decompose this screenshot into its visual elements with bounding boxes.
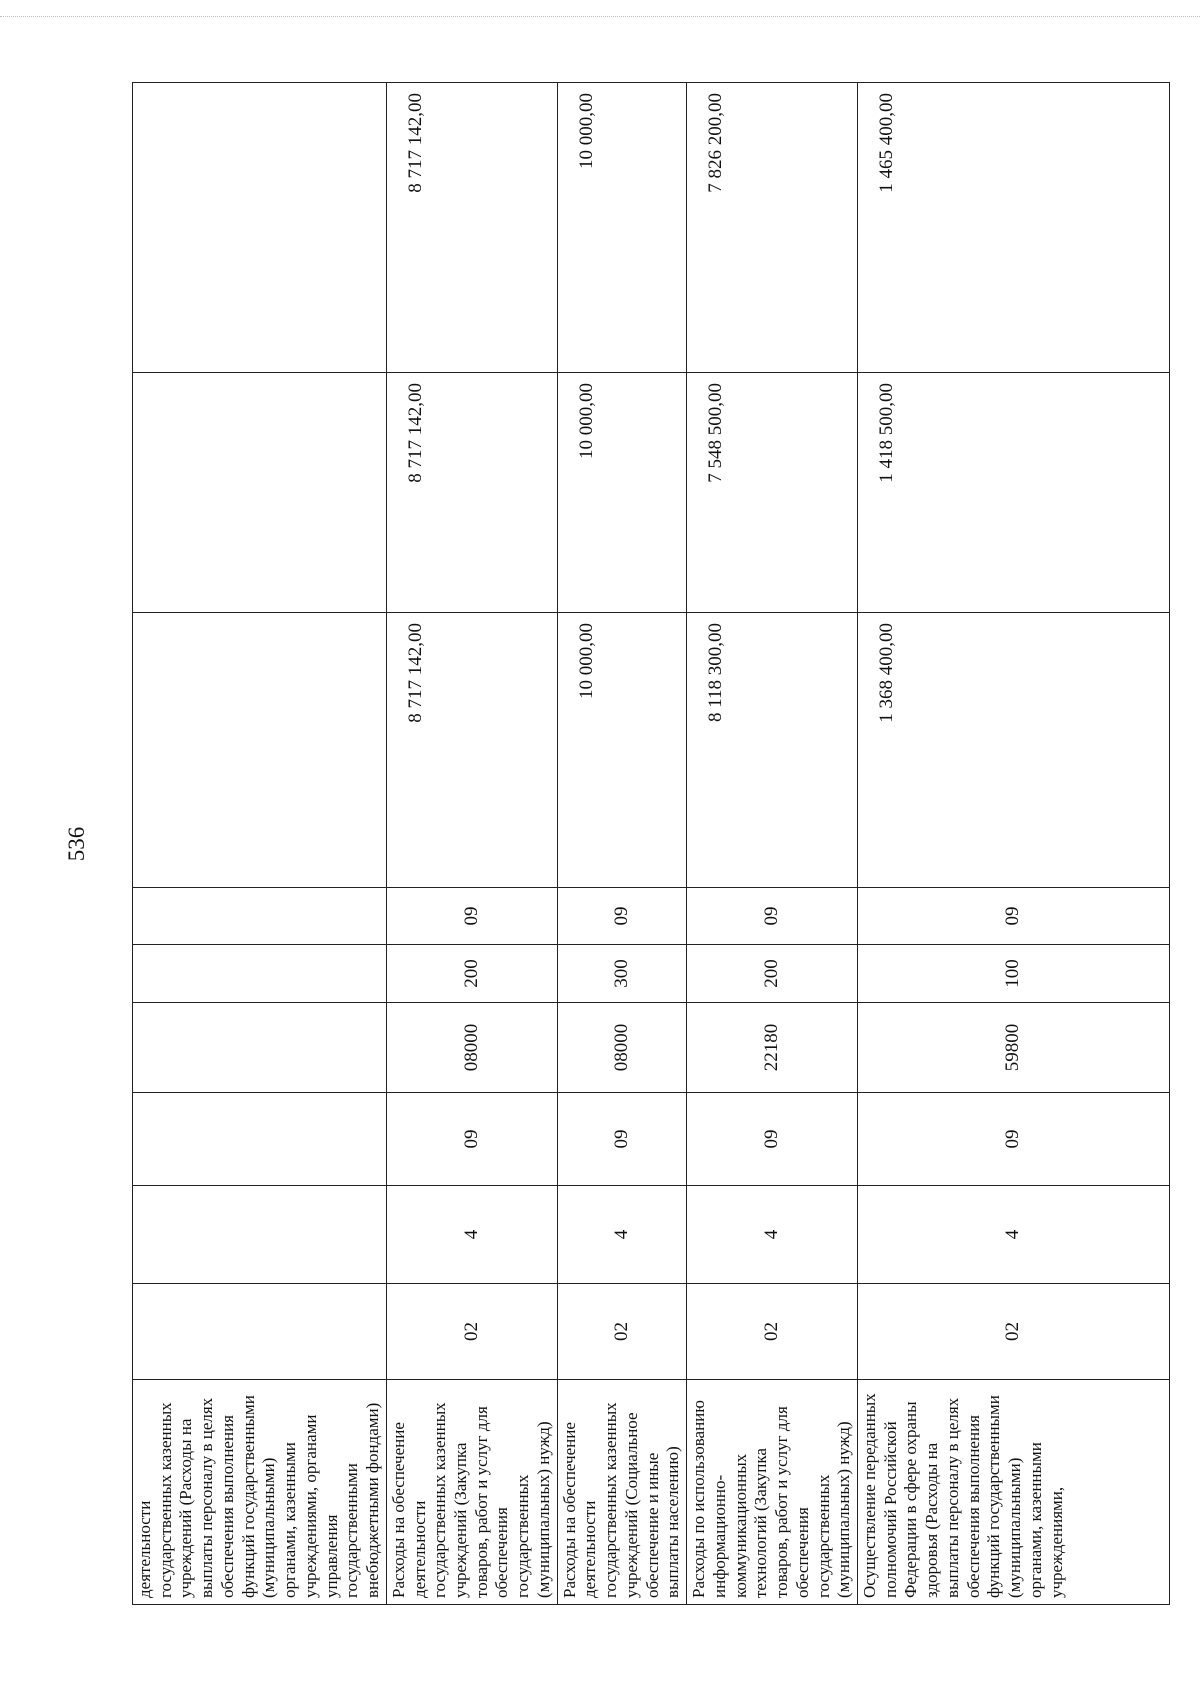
cell-code-5: 100: [857, 945, 1169, 1003]
cell-code-1: [133, 1284, 387, 1380]
cell-code-4: 08000: [557, 1003, 686, 1093]
page-number: 536: [64, 826, 89, 862]
cell-amount-1: 10 000,00: [557, 613, 686, 888]
cell-amount-3: 8 717 142,00: [386, 83, 557, 373]
cell-code-6: 09: [557, 888, 686, 945]
cell-code-6: [133, 888, 387, 945]
cell-code-4: 08000: [386, 1003, 557, 1093]
cell-code-2: 4: [687, 1186, 858, 1284]
cell-code-2: 4: [857, 1186, 1169, 1284]
budget-table: [132, 82, 1170, 1605]
cell-code-1: 02: [687, 1284, 858, 1380]
cell-code-5: 200: [386, 945, 557, 1003]
cell-code-5: [133, 945, 387, 1003]
cell-code-4: [133, 1003, 387, 1093]
table-row: [857, 83, 1169, 1605]
cell-amount-3: [133, 83, 387, 373]
cell-code-6: 09: [386, 888, 557, 945]
cell-amount-1: [133, 613, 387, 888]
cell-code-1: 02: [857, 1284, 1169, 1380]
cell-code-2: [133, 1186, 387, 1284]
row-description: Расходы на обеспечение деятельности государственных казенных учреждений (Социальное обеспечение и иные выплаты населению): [557, 1380, 686, 1605]
cell-amount-2: [133, 373, 387, 613]
cell-amount-3: 7 826 200,00: [687, 83, 858, 373]
scan-top-edge: [0, 16, 1200, 17]
cell-amount-2: 1 418 500,00: [857, 373, 1169, 613]
cell-code-3: 09: [687, 1093, 858, 1186]
cell-amount-2: 8 717 142,00: [386, 373, 557, 613]
cell-code-1: 02: [386, 1284, 557, 1380]
cell-code-3: 09: [857, 1093, 1169, 1186]
cell-code-6: 09: [687, 888, 858, 945]
row-description: Осуществление переданных полномочий Российской Федерации в сфере охраны здоровья (Расходы на выплаты персоналу в целях обеспечения выполнения функций государственными (муниципальными) органами, казенными учреждениями,: [857, 1380, 1169, 1605]
cell-amount-2: 7 548 500,00: [687, 373, 858, 613]
cell-code-3: [133, 1093, 387, 1186]
cell-amount-3: 1 465 400,00: [857, 83, 1169, 373]
table-row: [386, 83, 557, 1605]
cell-code-3: 09: [386, 1093, 557, 1186]
cell-code-4: 22180: [687, 1003, 858, 1093]
cell-code-5: 200: [687, 945, 858, 1003]
table-row: [133, 83, 387, 1605]
cell-code-5: 300: [557, 945, 686, 1003]
cell-amount-1: 1 368 400,00: [857, 613, 1169, 888]
row-description: деятельности государственных казенных учреждений (Расходы на выплаты персоналу в целях обеспечения выполнения функций государственными (муниципальными) органами, казенными учреждениями, органами управления государственными внебюджетными фондами): [133, 1380, 387, 1605]
cell-code-6: 09: [857, 888, 1169, 945]
table-row: [687, 83, 858, 1605]
cell-amount-1: 8 717 142,00: [386, 613, 557, 888]
row-description: Расходы по использованию информационно-коммуникационных технологий (Закупка товаров, работ и услуг для обеспечения государственных (муниципальных) нужд): [687, 1380, 858, 1605]
cell-code-2: 4: [557, 1186, 686, 1284]
cell-amount-3: 10 000,00: [557, 83, 686, 373]
cell-code-4: 59800: [857, 1003, 1169, 1093]
row-description: Расходы на обеспечение деятельности государственных казенных учреждений (Закупка товаров, работ и услуг для обеспечения государственных (муниципальных) нужд): [386, 1380, 557, 1605]
cell-amount-2: 10 000,00: [557, 373, 686, 613]
table-row: [557, 83, 686, 1605]
rotated-page-content: [64, 83, 1112, 1605]
cell-code-3: 09: [557, 1093, 686, 1186]
cell-code-1: 02: [557, 1284, 686, 1380]
cell-amount-1: 8 118 300,00: [687, 613, 858, 888]
cell-code-2: 4: [386, 1186, 557, 1284]
